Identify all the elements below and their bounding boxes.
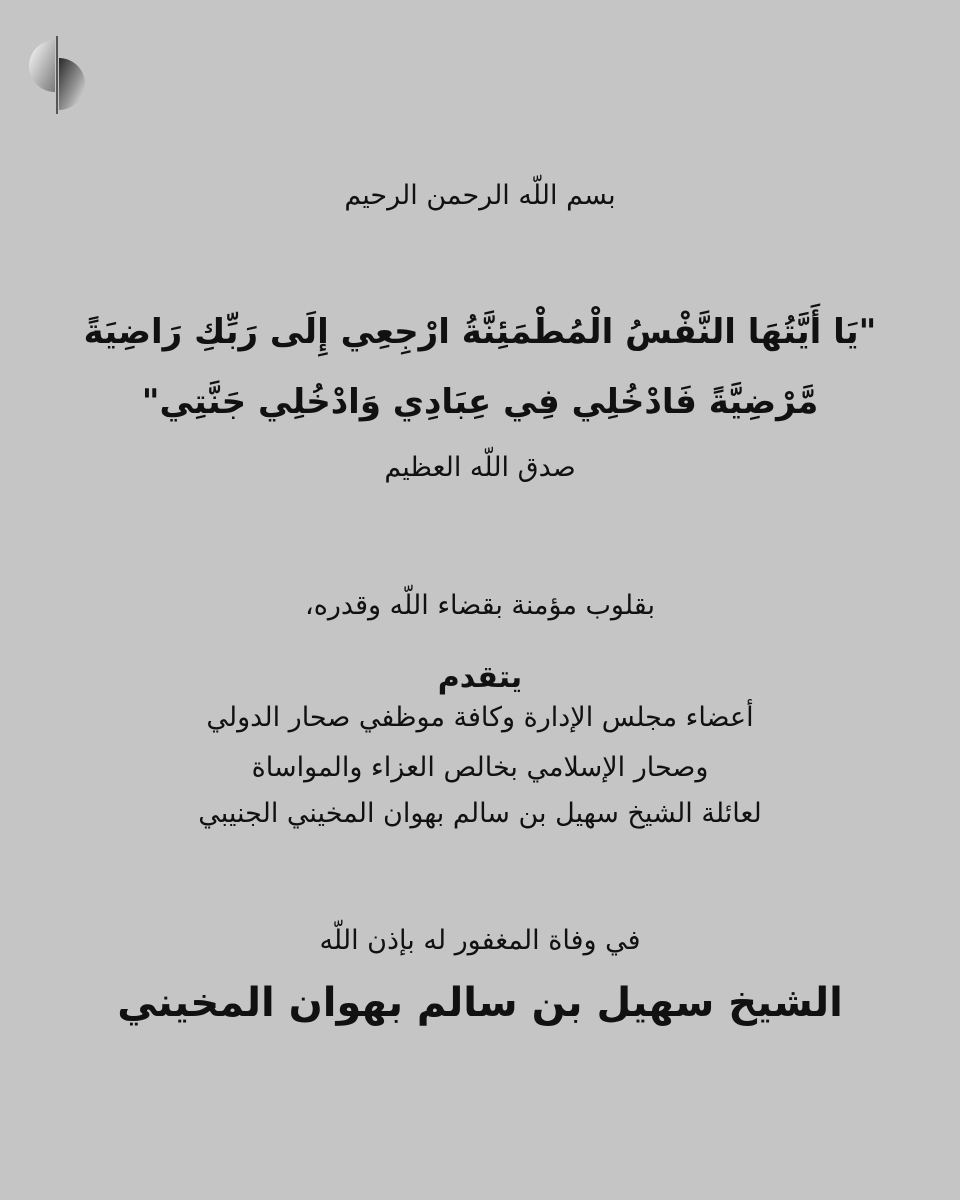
quran-verse-line-1: "يَا أَيَّتُهَا النَّفْسُ الْمُطْمَئِنَّةُ ارْجِعِي إِلَى رَبِّكِ رَاضِيَةً [83,312,877,352]
sadaq-allah-text: صدق اللّه العظيم [384,452,576,483]
basmala-text: بسم اللّه الرحمن الرحيم [344,180,616,211]
condolence-body-line-3: لعائلة الشيخ سهيل بن سالم بهوان المخيني الجنيبي [198,798,762,829]
presents-heading: يتقدم [437,660,523,695]
condolence-body-line-1: أعضاء مجلس الإدارة وكافة موظفي صحار الدولي [206,702,754,733]
deceased-name: الشيخ سهيل بن سالم بهوان المخيني [117,980,843,1026]
death-announcement: في وفاة المغفور له بإذن اللّه [319,925,641,956]
quran-verse-line-2: مَّرْضِيَّةً فَادْخُلِي فِي عِبَادِي وَادْخُلِي جَنَّتِي" [141,382,819,422]
condolence-body-line-2: وصحار الإسلامي بخالص العزاء والمواساة [251,752,709,783]
faith-statement: بقلوب مؤمنة بقضاء اللّه وقدره، [305,590,655,621]
